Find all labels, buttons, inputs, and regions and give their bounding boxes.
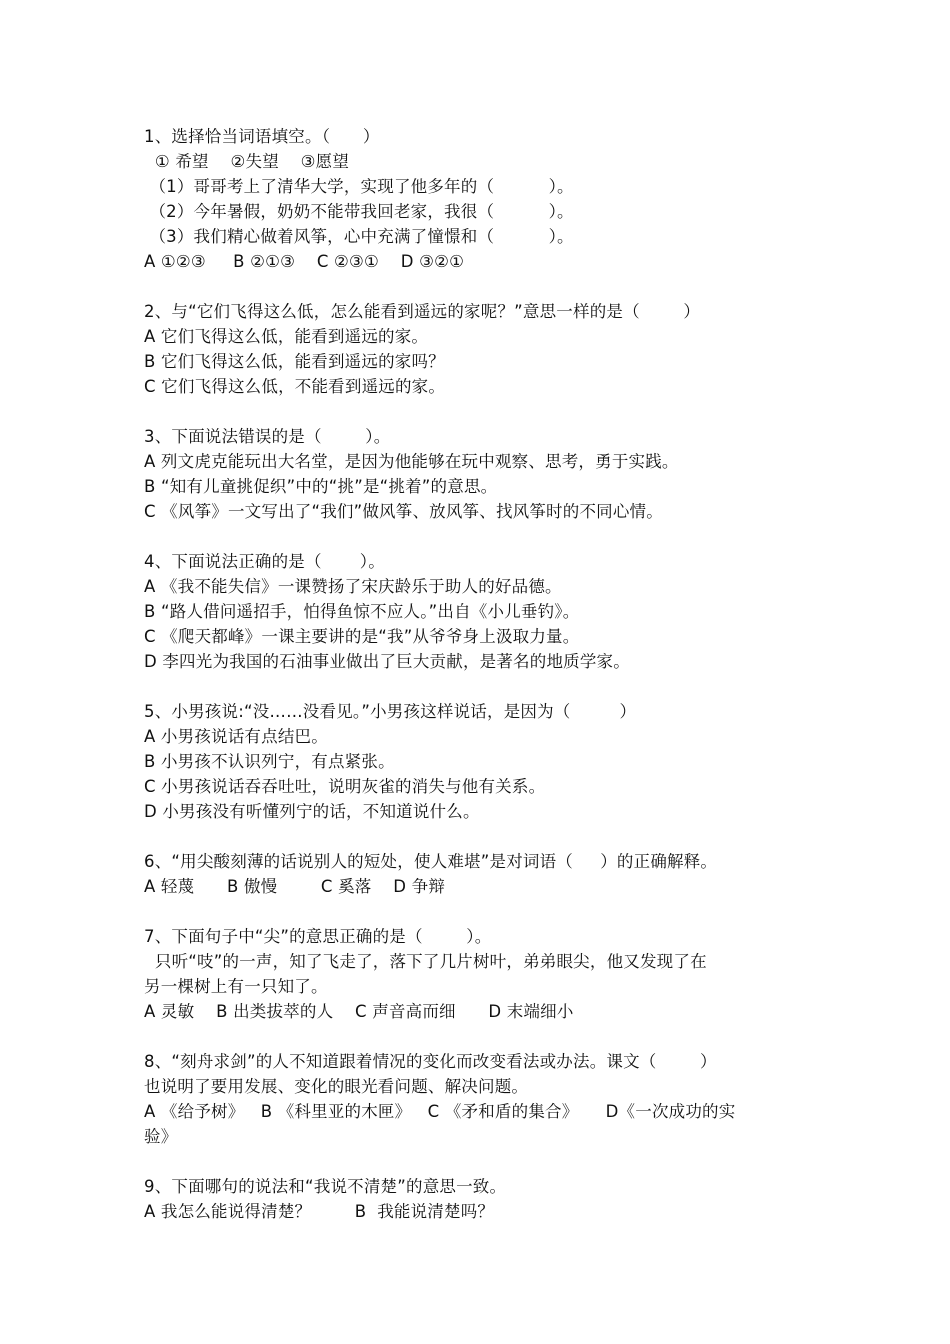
word-choices: ① 希望 ②失望 ③愿望: [144, 152, 350, 171]
answer-options-continued: 验》: [144, 1127, 178, 1146]
question-3-stem: 3、下面说法错误的是（ ）。: [144, 427, 391, 446]
answer-options: A ①②③ B ②①③ C ②③① D ③②①: [144, 252, 465, 271]
question-list: [144, 124, 824, 1249]
quoted-sentence-continued: 另一棵树上有一只知了。: [144, 977, 328, 996]
question-9: [144, 1174, 824, 1224]
question-4: [144, 549, 824, 674]
answer-options: A 《给予树》 B 《科里亚的木匣》 C 《矛和盾的集合》 D《一次成功的实: [144, 1102, 736, 1121]
option-c: C 《风筝》一文写出了“我们”做风筝、放风筝、找风筝时的不同心情。: [144, 502, 663, 521]
question-1: [144, 124, 824, 274]
option-c: C 《爬天都峰》一课主要讲的是“我”从爷爷身上汲取力量。: [144, 627, 580, 646]
question-8-stem: 8、“刻舟求剑”的人不知道跟着情况的变化而改变看法或办法。课文（ ）: [144, 1052, 717, 1071]
question-7: [144, 924, 824, 1024]
question-5: [144, 699, 824, 824]
answer-options: A 我怎么能说得清楚？ B 我能说清楚吗？: [144, 1202, 495, 1221]
question-2-stem: 2、与“它们飞得这么低，怎么能看到遥远的家呢？”意思一样的是（ ）: [144, 302, 701, 321]
question-5-stem: 5、小男孩说:“没……没看见。”小男孩这样说话，是因为（ ）: [144, 702, 637, 721]
option-d: D 小男孩没有听懂列宁的话，不知道说什么。: [144, 802, 480, 821]
option-a: A 小男孩说话有点结巴。: [144, 727, 328, 746]
question-1-stem: 1、选择恰当词语填空。（ ）: [144, 127, 380, 146]
question-6: [144, 849, 824, 899]
option-b: B “路人借问遥招手，怕得鱼惊不应人。”出自《小儿垂钓》。: [144, 602, 580, 621]
question-2: [144, 299, 824, 399]
question-8-stem-continued: 也说明了要用发展、变化的眼光看问题、解决问题。: [144, 1077, 529, 1096]
option-a: A 它们飞得这么低，能看到遥远的家。: [144, 327, 429, 346]
question-7-stem: 7、下面句子中“尖”的意思正确的是（ ）。: [144, 927, 492, 946]
blank-sentence-3: （3）我们精心做着风筝，心中充满了憧憬和（ ）。: [144, 227, 574, 246]
option-b: B 它们飞得这么低，能看到遥远的家吗？: [144, 352, 445, 371]
answer-options: A 轻蔑 B 傲慢 C 奚落 D 争辩: [144, 877, 446, 896]
option-a: A 列文虎克能玩出大名堂，是因为他能够在玩中观察、思考，勇于实践。: [144, 452, 679, 471]
question-3: [144, 424, 824, 524]
question-9-stem: 9、下面哪句的说法和“我说不清楚”的意思一致。: [144, 1177, 507, 1196]
blank-sentence-2: （2）今年暑假，奶奶不能带我回老家，我很（ ）。: [144, 202, 574, 221]
question-4-stem: 4、下面说法正确的是（ ）。: [144, 552, 385, 571]
quoted-sentence: 只听“吱”的一声，知了飞走了，落下了几片树叶，弟弟眼尖，他又发现了在: [144, 952, 707, 971]
option-a: A 《我不能失信》一课赞扬了宋庆龄乐于助人的好品德。: [144, 577, 562, 596]
answer-options: A 灵敏 B 出类拔萃的人 C 声音高而细 D 末端细小: [144, 1002, 574, 1021]
question-8: [144, 1049, 824, 1149]
option-b: B “知有儿童挑促织”中的“挑”是“挑着”的意思。: [144, 477, 498, 496]
option-b: B 小男孩不认识列宁，有点紧张。: [144, 752, 395, 771]
question-6-stem: 6、“用尖酸刻薄的话说别人的短处，使人难堪”是对词语（ ）的正确解释。: [144, 852, 718, 871]
blank-sentence-1: （1）哥哥考上了清华大学，实现了他多年的（ ）。: [144, 177, 574, 196]
option-c: C 它们飞得这么低，不能看到遥远的家。: [144, 377, 446, 396]
option-d: D 李四光为我国的石油事业做出了巨大贡献，是著名的地质学家。: [144, 652, 630, 671]
option-c: C 小男孩说话吞吞吐吐，说明灰雀的消失与他有关系。: [144, 777, 546, 796]
